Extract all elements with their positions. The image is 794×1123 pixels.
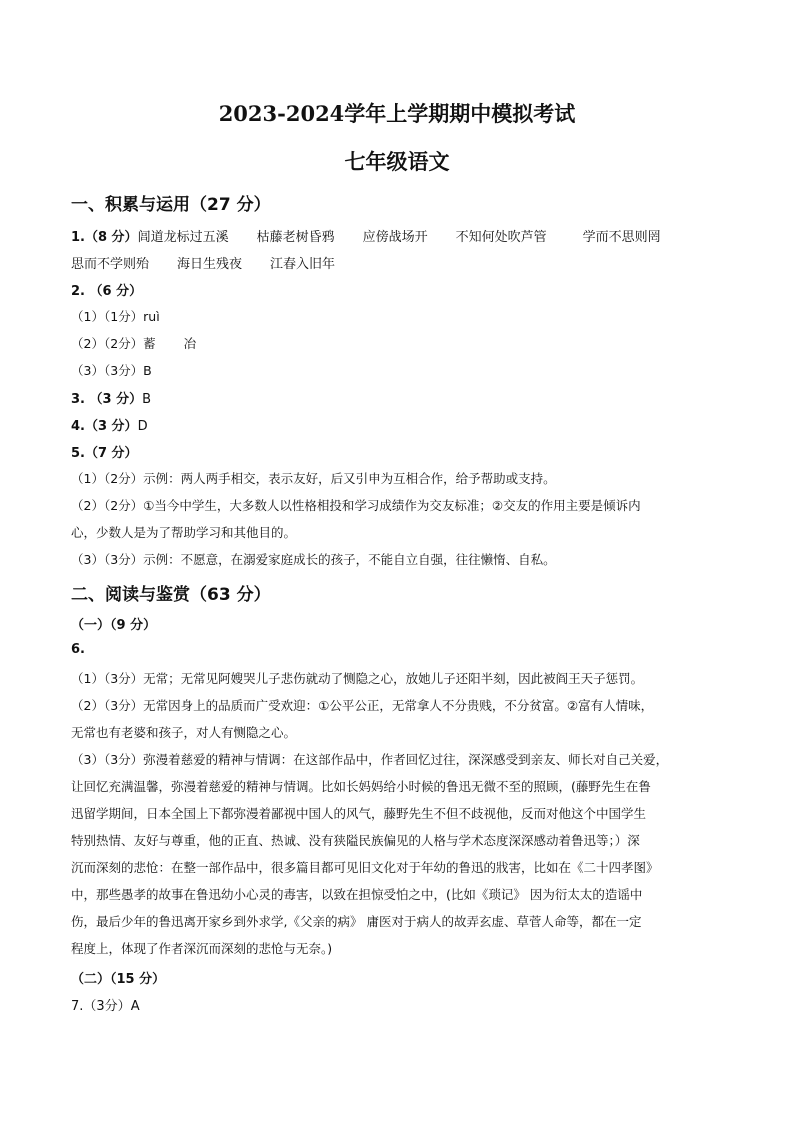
page-subtitle: 七年级语文 [344,149,450,174]
q2-part1: （1）（1分）ruì [71,309,160,324]
q2-part2-answer-b: 冶 [183,336,197,351]
part2-label: （二）（15 分） [71,972,166,987]
q3-answer: B [142,392,152,407]
q6-part3-line5: 沉而深刻的悲怆：在整一部作品中，很多篇目都可见旧文化对于年幼的鲁迅的戕害，比如在《二十四孝图》 [71,860,659,875]
part1-label: （一）（9 分） [71,618,157,633]
q6-label: 6. [71,642,85,657]
q1-answer-5: 学而不思则罔 [582,230,661,245]
q6-part3-line1: （3）（3分）弥漫着慈爱的精神与情调：在这部作品中，作者回忆过往，深深感受到亲友、师长对自己关爱， [71,752,669,767]
q6-part3-line2: 让回忆充满温馨，弥漫着慈爱的精神与情调。比如长妈妈给小时候的鲁迅无微不至的照顾，(藤野先生在鲁 [71,779,651,794]
q1-answer-2: 枯藤老树昏鸦 [256,230,335,245]
q5-part2-line2: 心，少数人是为了帮助学习和其他目的。 [71,525,297,540]
q1-label: 1.（8 分） [71,230,138,245]
q1-answer-8: 江春入旧年 [270,257,336,272]
q2-part3: （3）（3分）B [71,363,152,378]
q5-label: 5.（7 分） [71,446,138,461]
q1-line1 [71,226,661,245]
q2-part2-answer-a: 蓄 [143,336,156,351]
q4-answer: D [137,419,148,434]
q1-line2 [71,253,335,272]
q7-line [71,995,140,1014]
q2-part2 [71,334,196,352]
q6-part3-line8: 程度上，体现了作者深沉而深刻的悲怆与无奈。) [71,941,333,956]
q6-part3-line7: 伤，最后少年的鲁迅离开家乡到外求学,《父亲的病》 庸医对于病人的故弄玄虚、草菅人命等，都在一定 [71,914,642,929]
section2-heading: 二、阅读与鉴赏（63 分） [71,585,271,605]
q5-part3: （3）（3分）示例：不愿意，在溺爱家庭成长的孩子，不能自立自强，往往懒惰、自私。 [71,552,556,567]
q1-answer-3: 应傍战场开 [362,230,428,245]
q6-part1: （1）（3分）无常；无常见阿嫂哭儿子悲伤就动了恻隐之心，放她儿子还阳半刻，因此被阎王天子惩罚。 [71,671,644,686]
q5-part2-line1: （2）（2分）①当今中学生，大多数人以性格相投和学习成绩作为交友标准；②交友的作用主要是倾诉内 [71,498,641,513]
q6-part3-line3: 迅留学期间，日本全国上下都弥漫着鄙视中国人的风气，藤野先生不但不歧视他，反而对他这个中国学生 [71,806,647,821]
q1-answer-7: 海日生残夜 [177,257,243,272]
q5-part1: （1）（2分）示例：两人两手相交，表示友好，后又引申为互相合作，给予帮助或支持。 [71,471,556,486]
q2-label: 2. （6 分） [71,284,143,299]
q4-line [71,415,148,434]
q6-part2-line1: （2）（3分）无常因身上的品质而广受欢迎：①公平公正，无常拿人不分贵贱，不分贫富。②富有人情味， [71,698,654,713]
q6-part2-line2: 无常也有老婆和孩子，对人有恻隐之心。 [71,725,297,740]
q1-answer-4: 不知何处吹芦管 [455,230,547,245]
q2-part2-prefix: （2）（2分） [71,336,144,351]
section1-heading: 一、积累与运用（27 分） [71,195,271,215]
q7-answer: A [130,999,140,1014]
page-title: 2023-2024学年上学期期中模拟考试 [218,101,576,126]
q4-label: 4.（3 分） [71,419,138,434]
q1-answer-1: 闾道龙标过五溪 [137,230,229,245]
q1-answer-6: 思而不学则殆 [71,257,150,272]
q3-line [71,388,151,407]
q6-part3-line4: 特别热情、友好与尊重，他的正直、热诚、没有狭隘民族偏见的人格与学术态度深深感动着鲁迅等；）深 [71,833,640,848]
q3-label: 3. （3 分） [71,392,143,407]
q6-part3-line6: 中，那些愚孝的故事在鲁迅幼小心灵的毒害，以致在担惊受怕之中，(比如《琐记》 因为衍太太的造谣中 [71,887,643,902]
q7-label: 7.（3分） [71,999,131,1014]
